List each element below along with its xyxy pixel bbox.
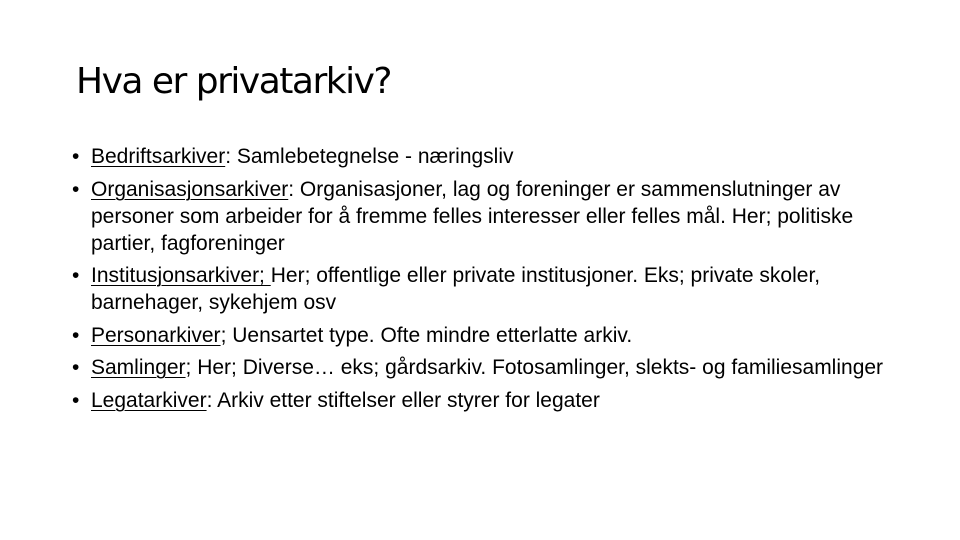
bullet-term: Samlinger <box>91 356 186 379</box>
bullet-item <box>72 354 892 381</box>
bullet-text: : Organisasjoner, lag og foreninger er sammenslutninger av personer som arbeider for å fremme felles interesser eller felles mål. Her; politiske partier, fagforeninger <box>91 177 854 255</box>
bullet-item <box>72 387 892 414</box>
bullet-marker: • <box>72 145 80 168</box>
bullet-text: ; Uensartet type. Ofte mindre etterlatte arkiv. <box>220 323 633 347</box>
bullet-list <box>72 143 892 419</box>
bullet-text: Her; offentlige eller private institusjoner. Eks; private skoler, barnehager, sykehjem osv <box>91 264 821 314</box>
bullet-item <box>72 262 892 316</box>
slide-title: Hva er privatarkiv? <box>76 61 392 102</box>
bullet-term: Personarkiver <box>91 323 221 347</box>
bullet-term: Bedriftsarkiver <box>91 145 226 168</box>
bullet-term: Legatarkiver <box>91 388 207 412</box>
bullet-marker: • <box>72 177 80 201</box>
bullet-marker: • <box>72 323 80 347</box>
bullet-marker: • <box>72 388 80 412</box>
bullet-text: ; Her; Diverse… eks; gårdsarkiv. Fotosamlinger, slekts- og familiesamlinger <box>185 356 884 379</box>
bullet-term: Institusjonsarkiver; <box>91 264 271 287</box>
bullet-marker: • <box>72 264 80 287</box>
bullet-marker: • <box>72 356 80 379</box>
bullet-item <box>72 143 892 170</box>
bullet-text: : Samlebetegnelse - næringsliv <box>225 145 514 168</box>
bullet-term: Organisasjonsarkiver <box>91 177 289 201</box>
bullet-item <box>72 176 892 257</box>
bullet-text: : Arkiv etter stiftelser eller styrer for legater <box>206 388 600 412</box>
bullet-item <box>72 322 892 349</box>
